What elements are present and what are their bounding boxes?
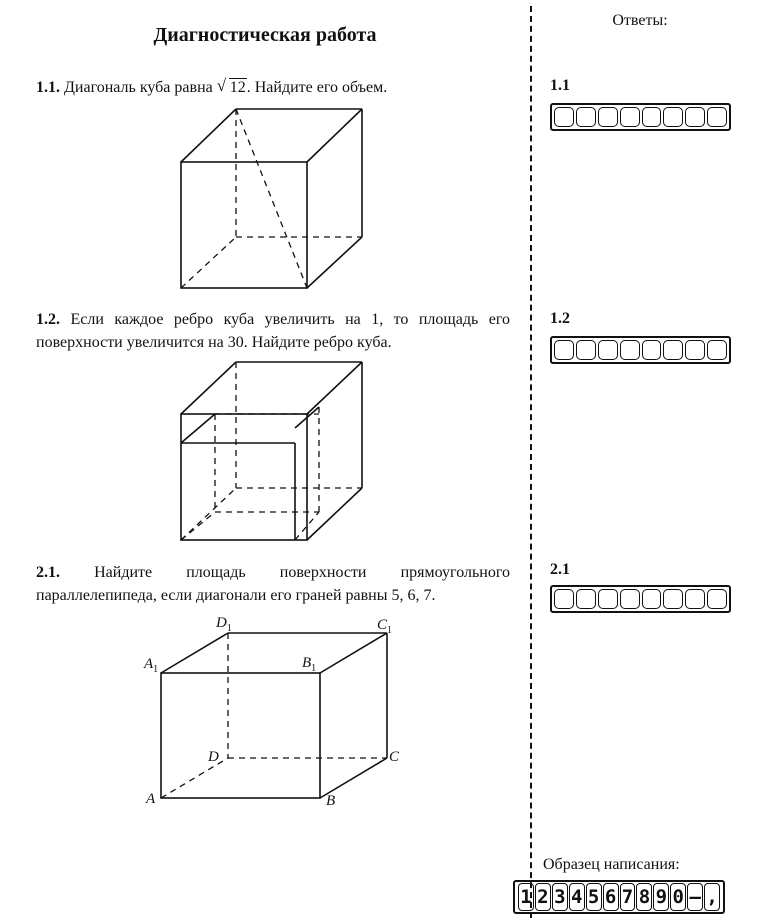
answer-label-1-1: 1.1 — [550, 77, 570, 94]
answer-cell[interactable] — [576, 107, 596, 127]
answer-cell[interactable] — [685, 107, 705, 127]
task-text: Найдите площадь поверхности прямоугольного параллелепипеда, если диагонали его граней равны 5, 6, 7. — [36, 564, 510, 604]
answer-cell[interactable] — [576, 589, 596, 609]
task-1-2 — [36, 308, 510, 354]
task-2-1 — [36, 561, 510, 607]
vertex-label-a1: $A_1$ — [144, 656, 159, 675]
task-number: 2.1. — [36, 564, 60, 581]
sample-char: , — [704, 883, 720, 911]
sample-writing — [513, 880, 725, 914]
answer-label-1-2: 1.2 — [550, 310, 570, 327]
sample-char: 1 — [518, 883, 534, 911]
answer-cell[interactable] — [554, 340, 574, 360]
answer-cell[interactable] — [685, 589, 705, 609]
answer-cell[interactable] — [642, 589, 662, 609]
vertex-label-b: B — [326, 793, 336, 809]
task-text-before: Диагональ куба равна — [64, 79, 213, 96]
answers-heading: Ответы: — [612, 12, 668, 29]
sample-char: 9 — [653, 883, 669, 911]
sample-char: 0 — [670, 883, 686, 911]
answer-cell[interactable] — [620, 107, 640, 127]
answer-cell[interactable] — [598, 340, 618, 360]
answer-field-2-1[interactable] — [550, 585, 731, 613]
vertex-label-d: D — [208, 749, 219, 765]
page-title: Диагностическая работа — [153, 24, 377, 46]
cube1-front-face — [181, 162, 307, 288]
sample-label: Образец написания: — [543, 856, 680, 873]
answer-cell[interactable] — [598, 589, 618, 609]
task-text-after: . Найдите его объем. — [246, 79, 388, 96]
answer-cell[interactable] — [620, 340, 640, 360]
sample-char: 4 — [569, 883, 585, 911]
answer-cell[interactable] — [707, 340, 727, 360]
answer-cell[interactable] — [663, 107, 683, 127]
sqrt-argument: 12 — [229, 79, 246, 96]
answer-cell[interactable] — [707, 589, 727, 609]
answer-cell[interactable] — [620, 589, 640, 609]
sample-char: 2 — [535, 883, 551, 911]
vertex-label-c1: $C_1$ — [377, 617, 393, 636]
answer-cell[interactable] — [642, 107, 662, 127]
answer-cell[interactable] — [707, 107, 727, 127]
answer-cell[interactable] — [663, 340, 683, 360]
cube2-front-face — [181, 414, 307, 540]
vertex-label-b1: $B_1$ — [302, 655, 317, 674]
sample-char: 5 — [586, 883, 602, 911]
column-divider — [530, 6, 532, 918]
vertex-label-c: C — [389, 749, 400, 765]
sample-char: 8 — [636, 883, 652, 911]
box-front-face — [161, 673, 320, 798]
cube1-space-diagonal — [236, 109, 307, 288]
vertex-label-d1: $D_1$ — [216, 615, 232, 634]
task-number: 1.2. — [36, 311, 60, 328]
answer-cell[interactable] — [554, 107, 574, 127]
answer-cell[interactable] — [642, 340, 662, 360]
answer-cell[interactable] — [663, 589, 683, 609]
figure-cube-diagonal — [181, 109, 362, 288]
sample-char: 3 — [552, 883, 568, 911]
sample-char: 7 — [620, 883, 636, 911]
answer-field-1-2[interactable] — [550, 336, 731, 364]
task-number: 1.1. — [36, 79, 60, 96]
answer-cell[interactable] — [554, 589, 574, 609]
radical-sign-icon: √ — [216, 76, 227, 95]
task-text: Если каждое ребро куба увеличить на 1, то площадь его поверхности увеличится на 30. Найдите ребро куба. — [36, 311, 510, 351]
answer-cell[interactable] — [576, 340, 596, 360]
figure-nested-cubes — [181, 362, 362, 540]
answer-cell[interactable] — [598, 107, 618, 127]
answer-label-2-1: 2.1 — [550, 561, 570, 578]
answer-field-1-1[interactable] — [550, 103, 731, 131]
sample-char: – — [687, 883, 703, 911]
sample-char: 6 — [603, 883, 619, 911]
figure-parallelepiped — [161, 633, 387, 798]
vertex-label-a: A — [146, 791, 156, 807]
answer-cell[interactable] — [685, 340, 705, 360]
